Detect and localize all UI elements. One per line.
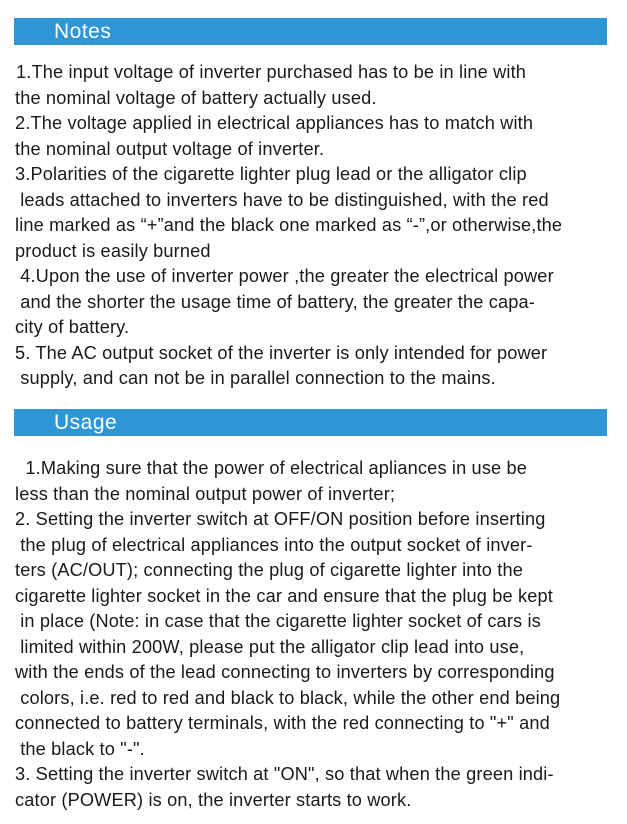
notes-line: product is easily burned (15, 240, 211, 261)
notes-line: city of battery. (15, 317, 130, 337)
notes-line: the nominal output voltage of inverter. (15, 138, 325, 159)
usage-section-header (14, 409, 607, 436)
usage-line: cator (POWER) is on, the inverter starts to work. (15, 789, 412, 810)
usage-line: cigarette lighter socket in the car and ensure that the plug be kept (15, 585, 553, 606)
notes-line: 1.The input voltage of inverter purchased has to be in line with (16, 62, 527, 82)
usage-line: the black to "-". (15, 738, 145, 759)
usage-line: ters (AC/OUT); connecting the plug of cigarette lighter into the (15, 560, 523, 580)
notes-line: line marked as “+”and the black one marked as “-”,or otherwise,the (15, 215, 563, 235)
notes-line: 4.Upon the use of inverter power ,the greater the electrical power (15, 266, 554, 286)
usage-line: 1.Making sure that the power of electrical apliances in use be (15, 458, 528, 478)
notes-line: the nominal voltage of battery actually used. (15, 87, 377, 108)
usage-line: 3. Setting the inverter switch at "ON", so that when the green indi- (15, 764, 554, 784)
notes-line: leads attached to inverters have to be distinguished, with the red (15, 189, 549, 210)
usage-line: connected to battery terminals, with the red connecting to "+" and (15, 713, 550, 733)
notes-line: 5. The AC output socket of the inverter is only intended for power (15, 342, 548, 363)
usage-line: the plug of electrical appliances into the output socket of inver- (15, 534, 533, 555)
usage-line: in place (Note: in case that the cigarette lighter socket of cars is (15, 611, 541, 631)
notes-line: and the shorter the usage time of battery, the greater the capa- (15, 291, 535, 312)
notes-header-label: Notes (54, 20, 112, 43)
usage-line: limited within 200W, please put the alligator clip lead into use, (15, 636, 525, 657)
usage-line: with the ends of the lead connecting to inverters by corresponding (15, 662, 555, 682)
usage-line: 2. Setting the inverter switch at OFF/ON position before inserting (15, 509, 546, 529)
notes-section-header (14, 18, 607, 45)
notes-line: supply, and can not be in parallel connection to the mains. (15, 368, 496, 388)
usage-header-label: Usage (54, 411, 118, 434)
usage-line: colors, i.e. red to red and black to black, while the other end being (15, 687, 561, 708)
usage-line: less than the nominal output power of inverter; (15, 483, 396, 504)
notes-line: 2.The voltage applied in electrical appliances has to match with (15, 113, 534, 133)
notes-line: 3.Polarities of the cigarette lighter plug lead or the alligator clip (15, 164, 527, 184)
